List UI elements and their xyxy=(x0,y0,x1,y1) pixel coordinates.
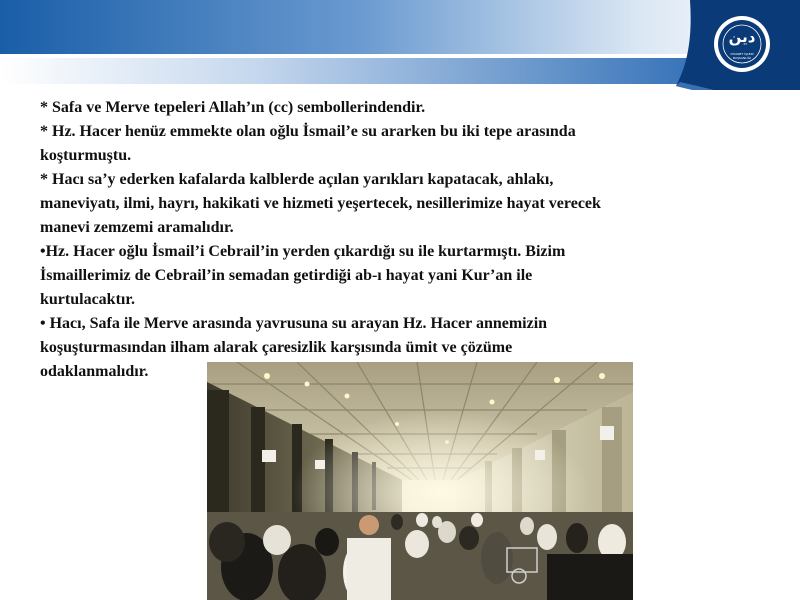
header-banner xyxy=(0,0,800,90)
slide-body-text xyxy=(40,96,760,384)
logo-arabic-text: دين xyxy=(728,28,756,46)
text-line: * Hacı sa’y ederken kafalarda kalblerde açılan yarıkları kapatacak, ahlakı, xyxy=(40,171,554,188)
text-line: • Hacı, Safa ile Merve arasında yavrusuna su arayan Hz. Hacer annemizin xyxy=(40,315,548,332)
masa-gallery-photo xyxy=(207,362,633,600)
diyanet-logo xyxy=(713,15,771,73)
text-line: •Hz. Hacer oğlu İsmail’i Cebrail’in yerden çıkardığı su ile kurtarmıştı. Bizim xyxy=(40,243,566,260)
text-line: İsmaillerimiz de Cebrail’in semadan getirdiği ab-ı hayat yani Kur’an ile xyxy=(40,267,533,284)
text-line: * Hz. Hacer henüz emmekte olan oğlu İsmail’e su ararken bu iki tepe arasında xyxy=(40,123,576,140)
logo-caption: DİYANET İŞLERİ BAŞKANLIĞI xyxy=(730,52,754,60)
text-line: kurtulacaktır. xyxy=(40,291,135,308)
text-line: koşuşturmasından ilham alarak çaresizlik karşısında ümit ve çözüme xyxy=(40,339,513,356)
text-line: * Safa ve Merve tepeleri Allah’ın (cc) sembollerindendir. xyxy=(40,99,426,116)
text-line: manevi zemzemi aramalıdır. xyxy=(40,219,234,236)
text-line: koşturmuştu. xyxy=(40,147,132,164)
text-line: maneviyatı, ilmi, hayrı, hakikati ve hizmeti yeşertecek, nesillerimize hayat verecek xyxy=(40,195,601,212)
text-line: odaklanmalıdır. xyxy=(40,363,149,380)
